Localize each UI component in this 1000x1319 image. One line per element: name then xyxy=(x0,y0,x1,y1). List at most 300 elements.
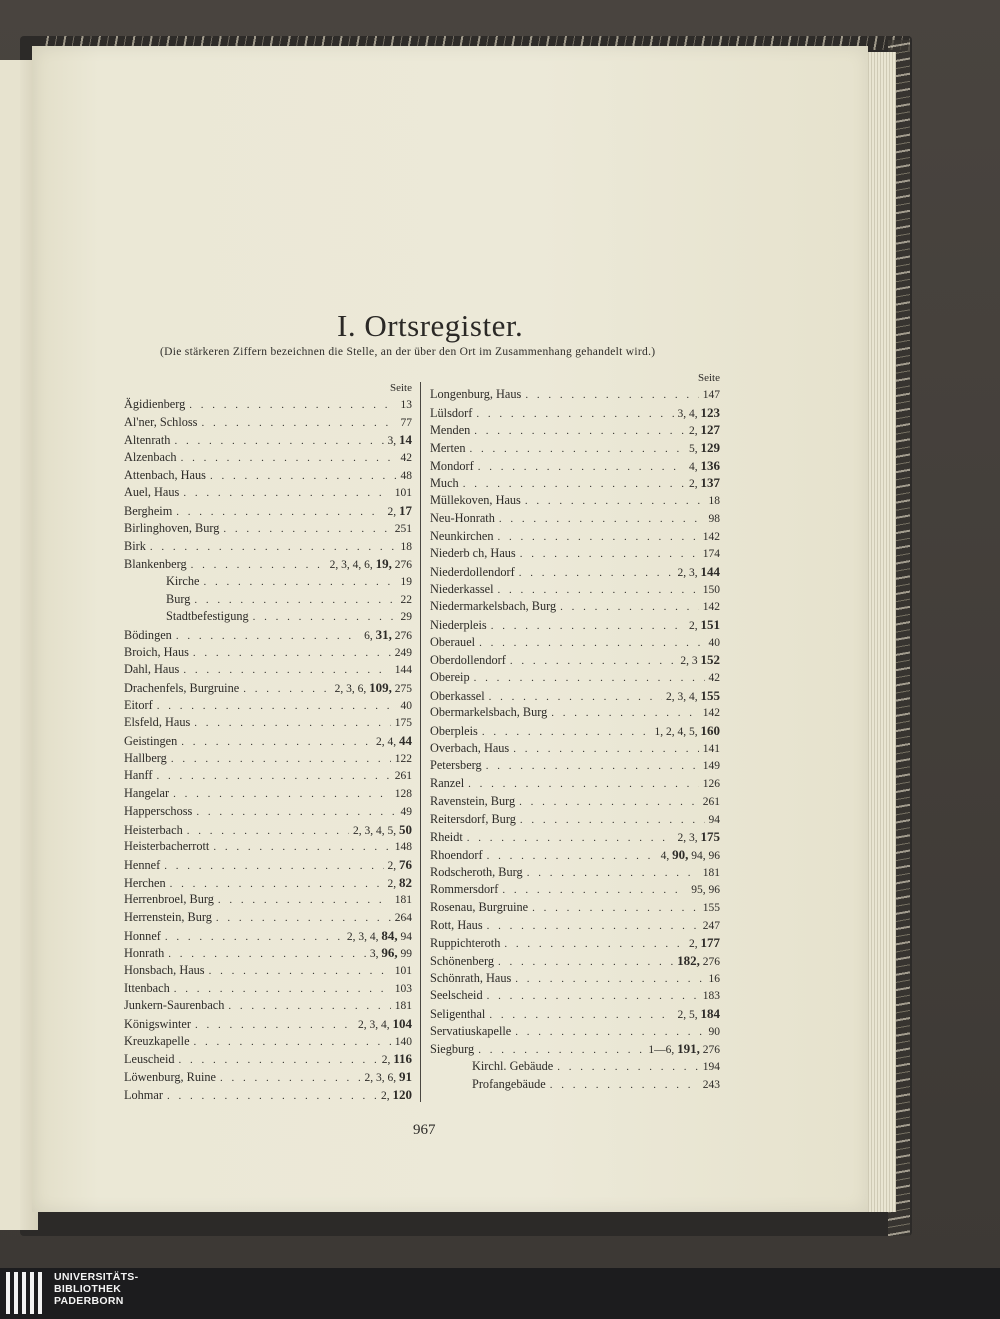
place-name: Lohmar xyxy=(124,1087,163,1102)
leader-dots xyxy=(489,1009,673,1021)
leader-dots xyxy=(519,567,674,579)
index-entry xyxy=(124,945,412,963)
page-refs-regular: 2, 3, 6, xyxy=(364,1072,397,1085)
leader-dots xyxy=(176,506,383,518)
place-name: Rommersdorf xyxy=(430,882,499,897)
index-entry xyxy=(430,635,720,653)
page-refs-regular: 142 xyxy=(702,601,720,614)
leader-dots xyxy=(181,452,397,464)
place-name: Broich, Haus xyxy=(124,644,189,659)
page-refs-regular: 140 xyxy=(394,1035,412,1048)
page-ref-main: 76 xyxy=(399,856,412,872)
place-name: Königswinter xyxy=(124,1017,191,1032)
column-divider xyxy=(420,382,421,1102)
place-name: Obereip xyxy=(430,670,470,684)
index-entry xyxy=(124,574,412,592)
leader-dots xyxy=(156,770,390,782)
index-entry xyxy=(124,822,412,840)
page-ref-main: 50 xyxy=(399,821,412,837)
leader-dots xyxy=(513,743,699,755)
place-name: Seelscheid xyxy=(430,988,483,1003)
page-ref-main: 175 xyxy=(700,829,720,845)
place-name: Geistingen xyxy=(124,734,178,749)
page-references xyxy=(703,389,720,401)
page-refs-regular: 13 xyxy=(400,399,412,411)
place-name: Reitersdorf, Burg xyxy=(430,811,516,826)
page-ref-main: 91 xyxy=(399,1069,412,1085)
page-refs-regular: 29 xyxy=(400,611,412,624)
page-references xyxy=(395,912,412,924)
place-name: Herchen xyxy=(124,875,166,890)
page-references xyxy=(401,611,413,623)
page-references xyxy=(388,857,413,873)
place-name: Mondorf xyxy=(430,458,474,473)
place-name: Ravenstein, Burg xyxy=(430,793,516,808)
page-refs-regular: 261 xyxy=(702,795,720,808)
page-ref-main: 160 xyxy=(700,723,720,739)
place-name: Neunkirchen xyxy=(430,528,494,543)
index-entry xyxy=(430,776,720,794)
place-name: Niederb ch, Haus xyxy=(430,546,516,561)
leader-dots xyxy=(560,601,699,613)
leader-dots xyxy=(476,408,673,420)
place-name: Hennef xyxy=(124,857,161,872)
leader-dots xyxy=(216,912,391,924)
place-name: Longenburg, Haus xyxy=(430,387,522,401)
leader-dots xyxy=(253,611,397,623)
page-ref-main: 136 xyxy=(700,457,720,473)
place-name: Al'ner, Schloss xyxy=(124,414,198,429)
page-references xyxy=(689,422,720,438)
page-references xyxy=(703,548,720,560)
page-ref-main: 14 xyxy=(399,432,412,448)
place-name: Rott, Haus xyxy=(430,917,483,932)
index-column-left xyxy=(124,382,412,1105)
library-footer-bar xyxy=(0,1268,1000,1319)
index-entry xyxy=(430,758,720,776)
leader-dots xyxy=(157,700,397,712)
place-name: Merten xyxy=(430,441,466,456)
leader-dots xyxy=(150,541,397,553)
page-refs-regular: 243 xyxy=(702,1078,720,1091)
page-refs-regular: 49 xyxy=(400,805,412,818)
page-refs-regular: 2, 3, 6, xyxy=(334,683,367,695)
leader-dots xyxy=(209,965,391,977)
page-ref-main: 144 xyxy=(700,563,720,579)
page-ref-main: 96, xyxy=(381,945,398,961)
place-name: Oberkassel xyxy=(430,688,485,703)
leader-dots xyxy=(487,920,699,932)
logo-line: PADERBORN xyxy=(54,1295,124,1307)
leader-dots xyxy=(510,655,677,667)
place-name: Leuscheid xyxy=(124,1052,175,1067)
place-name: Schönenberg xyxy=(430,954,494,968)
leader-dots xyxy=(165,931,343,943)
page-refs-regular: 261 xyxy=(394,770,412,783)
index-entry xyxy=(124,892,412,910)
leader-dots xyxy=(195,1019,354,1031)
index-entry xyxy=(124,539,412,557)
page-references xyxy=(395,841,412,853)
page-references xyxy=(678,564,721,580)
page-references xyxy=(347,928,412,944)
index-entry xyxy=(124,804,412,822)
page-refs-regular: 19 xyxy=(400,575,412,588)
page-references xyxy=(395,965,412,977)
page-references xyxy=(401,541,413,553)
place-name: Niedermarkelsbach, Burg xyxy=(430,599,557,614)
leader-dots xyxy=(489,691,662,703)
page-refs-regular: 122 xyxy=(394,752,412,765)
index-entry xyxy=(430,1006,720,1024)
page-references xyxy=(395,894,412,906)
page-references xyxy=(401,417,413,429)
leader-dots xyxy=(168,948,366,960)
page-refs-regular: 2, xyxy=(381,1089,390,1102)
leader-dots xyxy=(181,736,372,748)
page-references xyxy=(703,1061,720,1073)
leader-dots xyxy=(174,983,391,995)
place-name: Alzenbach xyxy=(124,450,177,465)
leader-dots xyxy=(171,753,391,765)
page-references xyxy=(709,637,721,649)
leader-dots xyxy=(173,788,391,800)
place-name: Neu-Honrath xyxy=(430,510,495,525)
page-refs-regular: 2, xyxy=(381,1054,391,1067)
place-name: Ägidienberg xyxy=(124,397,186,411)
index-entry xyxy=(430,918,720,936)
leader-dots xyxy=(167,1090,377,1102)
page-references xyxy=(401,399,413,411)
place-name: Schönrath, Haus xyxy=(430,970,512,985)
leader-dots xyxy=(504,938,685,950)
leader-dots xyxy=(532,902,699,914)
index-entry xyxy=(124,839,412,857)
index-entry xyxy=(430,953,720,971)
leader-dots xyxy=(243,683,330,695)
logo-line: BIBLIOTHEK xyxy=(54,1283,122,1295)
index-entry xyxy=(124,485,412,503)
page-references xyxy=(703,778,720,790)
leader-dots xyxy=(213,841,390,853)
place-name: Drachenfels, Burgruine xyxy=(124,681,240,695)
page-references xyxy=(353,822,412,838)
place-name: Löwenburg, Ruine xyxy=(124,1070,216,1085)
page-references xyxy=(395,523,412,535)
index-entry xyxy=(430,440,720,458)
place-name: Kreuzkapelle xyxy=(124,1033,190,1048)
leader-dots xyxy=(498,584,699,596)
place-name: Much xyxy=(430,476,459,491)
place-name: Birlinghoven, Burg xyxy=(124,520,220,535)
page-refs-trailing: 275 xyxy=(394,683,412,695)
leader-dots xyxy=(550,1079,699,1091)
place-name: Rheidt xyxy=(430,830,463,845)
page-references xyxy=(388,432,413,448)
page-references xyxy=(689,475,720,491)
leader-dots xyxy=(463,478,685,490)
index-entry xyxy=(430,599,720,617)
page-ref-main: 152 xyxy=(700,652,720,668)
place-name: Oberpleis xyxy=(430,724,478,739)
page-references xyxy=(703,601,720,613)
index-entry xyxy=(430,882,720,900)
index-entry xyxy=(124,432,412,450)
place-name: Lülsdorf xyxy=(430,405,473,420)
page-refs-regular: 101 xyxy=(394,487,412,500)
page-refs-regular: 3, xyxy=(369,948,379,961)
page-references xyxy=(364,627,412,643)
place-name: Rhoendorf xyxy=(430,847,483,862)
place-name: Kirchl. Gebäude xyxy=(472,1059,554,1074)
page-refs-regular: 2, xyxy=(387,506,397,519)
index-entry xyxy=(430,847,720,865)
page-refs-regular: 2, xyxy=(689,425,698,438)
page-refs-regular: 2, 3, xyxy=(677,566,698,579)
page-refs-regular: 174 xyxy=(702,548,720,561)
place-name: Profangebäude xyxy=(472,1076,546,1091)
index-entry xyxy=(430,865,720,883)
index-entry xyxy=(430,1059,720,1077)
place-name: Stadtbefestigung xyxy=(166,609,249,624)
page-refs-regular: 90 xyxy=(708,1025,720,1038)
place-name: Rosenau, Burgruine xyxy=(430,899,529,914)
leader-dots xyxy=(183,487,390,499)
page-references xyxy=(401,452,413,464)
page-references xyxy=(678,405,721,421)
place-name: Obermarkelsbach, Burg xyxy=(430,705,548,720)
page-refs-regular: 4, xyxy=(660,849,670,862)
place-name: Niederpleis xyxy=(430,617,487,632)
place-name: Bödingen xyxy=(124,627,172,642)
leader-dots xyxy=(478,461,685,473)
leader-dots xyxy=(176,630,360,642)
page-ref-main: 177 xyxy=(700,935,720,951)
page-refs-trailing: 94 xyxy=(400,930,412,943)
page-references xyxy=(709,513,721,525)
place-name: Dahl, Haus xyxy=(124,662,180,677)
place-name: Petersberg xyxy=(430,758,482,773)
page-references xyxy=(395,788,412,800)
place-name: Niederkassel xyxy=(430,581,494,596)
place-name: Müllekoven, Haus xyxy=(430,493,521,508)
page-refs-trailing: 276 xyxy=(394,629,412,642)
index-entry xyxy=(430,652,720,670)
index-entry xyxy=(124,751,412,769)
index-entry xyxy=(430,1041,720,1059)
place-name: Junkern-Saurenbach xyxy=(124,998,225,1013)
page-refs-regular: 175 xyxy=(394,717,412,730)
index-entry xyxy=(124,503,412,521)
page-ref-main: 129 xyxy=(700,440,720,456)
index-entry xyxy=(430,458,720,476)
leader-dots xyxy=(164,860,383,872)
page-refs-regular: 2, xyxy=(689,938,698,951)
page-refs-regular: 2, xyxy=(689,619,698,632)
page-refs-regular: 2, xyxy=(387,859,397,872)
page-refs-regular: 1—6, xyxy=(648,1044,675,1057)
index-entry xyxy=(430,794,720,812)
page-references xyxy=(661,847,720,863)
index-column-right xyxy=(430,372,720,1095)
page-ref-main: 155 xyxy=(700,687,720,703)
leader-dots xyxy=(183,664,390,676)
page-refs-regular: 1, 2, 4, 5, xyxy=(654,726,698,739)
place-name: Siegburg xyxy=(430,1042,475,1057)
page-references xyxy=(395,647,412,659)
index-entry xyxy=(430,1077,720,1095)
place-name: Kirche xyxy=(166,573,200,588)
page-references xyxy=(395,487,412,499)
page-references xyxy=(395,664,412,676)
page-references xyxy=(703,707,720,719)
page-ref-main: 19, xyxy=(375,556,392,572)
index-entry xyxy=(430,971,720,989)
page-references xyxy=(703,920,720,932)
page-refs-regular: 101 xyxy=(394,965,412,977)
page-references xyxy=(401,594,413,606)
index-entry xyxy=(124,928,412,946)
page-refs-regular: 2, 3, 4, 5, xyxy=(353,824,397,837)
page-refs-regular: 181 xyxy=(702,866,720,879)
page-refs-regular: 150 xyxy=(702,583,720,596)
page-references xyxy=(365,1069,413,1085)
page-refs-regular: 251 xyxy=(394,522,412,535)
place-name: Honsbach, Haus xyxy=(124,963,205,977)
place-name: Bergheim xyxy=(124,504,173,519)
page-references xyxy=(709,1026,721,1038)
page-refs-regular: 181 xyxy=(394,1000,412,1013)
page-number: 967 xyxy=(413,1122,436,1138)
leader-dots xyxy=(194,594,396,606)
page-refs-regular: 2, 3, xyxy=(677,832,698,845)
index-entry xyxy=(124,415,412,433)
page-ref-main: 44 xyxy=(399,733,412,749)
index-entry xyxy=(430,617,720,635)
page-refs-regular: 2, 3, 4, xyxy=(666,690,698,703)
leader-dots xyxy=(470,443,685,455)
page-references xyxy=(381,1087,412,1103)
leader-dots xyxy=(479,637,704,649)
page-subtitle: (Die stärkeren Ziffern bezeichnen die Stelle, an der über den Ort im Zusammenhang gehandelt wird.) xyxy=(160,346,656,358)
page-references xyxy=(689,617,720,633)
page-ref-main: 191, xyxy=(677,1041,700,1057)
page-refs-regular: 95, 96 xyxy=(691,884,720,897)
index-entry xyxy=(430,741,720,759)
page-refs-regular: 22 xyxy=(400,593,412,606)
page-refs-regular: 2, 3 xyxy=(680,655,698,668)
page-refs-regular: 98 xyxy=(708,512,720,525)
index-entry xyxy=(124,1087,412,1105)
place-name: Oberdollendorf xyxy=(430,653,506,668)
index-entry xyxy=(430,829,720,847)
page-references xyxy=(395,983,412,995)
leader-dots xyxy=(170,878,384,890)
leader-dots xyxy=(210,470,397,482)
page-references xyxy=(376,733,412,749)
index-entry xyxy=(124,698,412,716)
page-references xyxy=(401,806,413,818)
page-refs-regular: 48 xyxy=(400,469,412,482)
page-ref-main: 127 xyxy=(700,422,720,438)
page-references xyxy=(401,576,413,588)
page-references xyxy=(648,1041,720,1057)
page-references xyxy=(703,796,720,808)
index-entry xyxy=(430,670,720,688)
leader-dots xyxy=(193,647,391,659)
place-name: Heisterbach xyxy=(124,822,183,837)
place-name: Birk xyxy=(124,538,146,553)
index-entry xyxy=(124,715,412,733)
page-refs-regular: 2, 3, 4, 6, xyxy=(329,559,373,572)
index-entry xyxy=(124,786,412,804)
index-entry xyxy=(124,609,412,627)
page-references xyxy=(666,688,720,704)
place-name: Burg xyxy=(166,591,191,606)
place-name: Happerschoss xyxy=(124,803,193,818)
index-entry xyxy=(430,493,720,511)
place-name: Hallberg xyxy=(124,750,167,765)
leader-dots xyxy=(220,1072,361,1084)
place-name: Honrath xyxy=(124,946,165,961)
leader-dots xyxy=(194,717,390,729)
page-ref-main: 90, xyxy=(672,846,689,862)
page-refs-regular: 2, 3, 4, xyxy=(346,930,379,943)
column-header-seite: Seite xyxy=(698,372,720,384)
page-references xyxy=(395,717,412,729)
place-name: Attenbach, Haus xyxy=(124,467,206,482)
place-name: Honnef xyxy=(124,928,161,943)
index-entry xyxy=(124,733,412,751)
page-refs-regular: 155 xyxy=(702,901,720,914)
page-refs-trailing: 276 xyxy=(702,1044,720,1057)
index-entry xyxy=(124,450,412,468)
page-references xyxy=(703,1079,720,1091)
leader-dots xyxy=(201,417,396,429)
place-name: Seligenthal xyxy=(430,1007,486,1022)
page-ref-main: 137 xyxy=(700,475,720,491)
page-refs-trailing: 99 xyxy=(400,948,412,961)
index-entry xyxy=(430,405,720,423)
page-references xyxy=(703,902,720,914)
page-references xyxy=(691,884,720,896)
page-refs-regular: 2, 3, 4, xyxy=(358,1019,390,1032)
page-refs-regular: 18 xyxy=(400,540,412,553)
place-name: Ruppichteroth xyxy=(430,936,501,951)
page-references xyxy=(709,672,721,684)
page-ref-main: 151 xyxy=(700,616,720,632)
place-name: Rodscheroth, Burg xyxy=(430,864,523,879)
leader-dots xyxy=(557,1061,698,1073)
page-ref-main: 104 xyxy=(392,1016,412,1032)
index-entry xyxy=(124,627,412,645)
place-name: Hanff xyxy=(124,768,153,783)
place-name: Herrenstein, Burg xyxy=(124,909,212,924)
index-entry xyxy=(430,387,720,405)
leader-dots xyxy=(482,726,651,738)
leader-dots xyxy=(203,576,396,588)
leader-dots xyxy=(194,1036,391,1048)
page-references xyxy=(388,503,413,519)
page-references xyxy=(335,680,412,696)
index-entry xyxy=(124,998,412,1016)
leader-dots xyxy=(191,559,326,571)
page-refs-regular: 2, xyxy=(689,478,698,491)
leader-dots xyxy=(223,523,390,535)
index-entries-right xyxy=(430,387,720,1095)
page-refs-regular: 40 xyxy=(708,636,720,649)
page-references xyxy=(703,743,720,755)
